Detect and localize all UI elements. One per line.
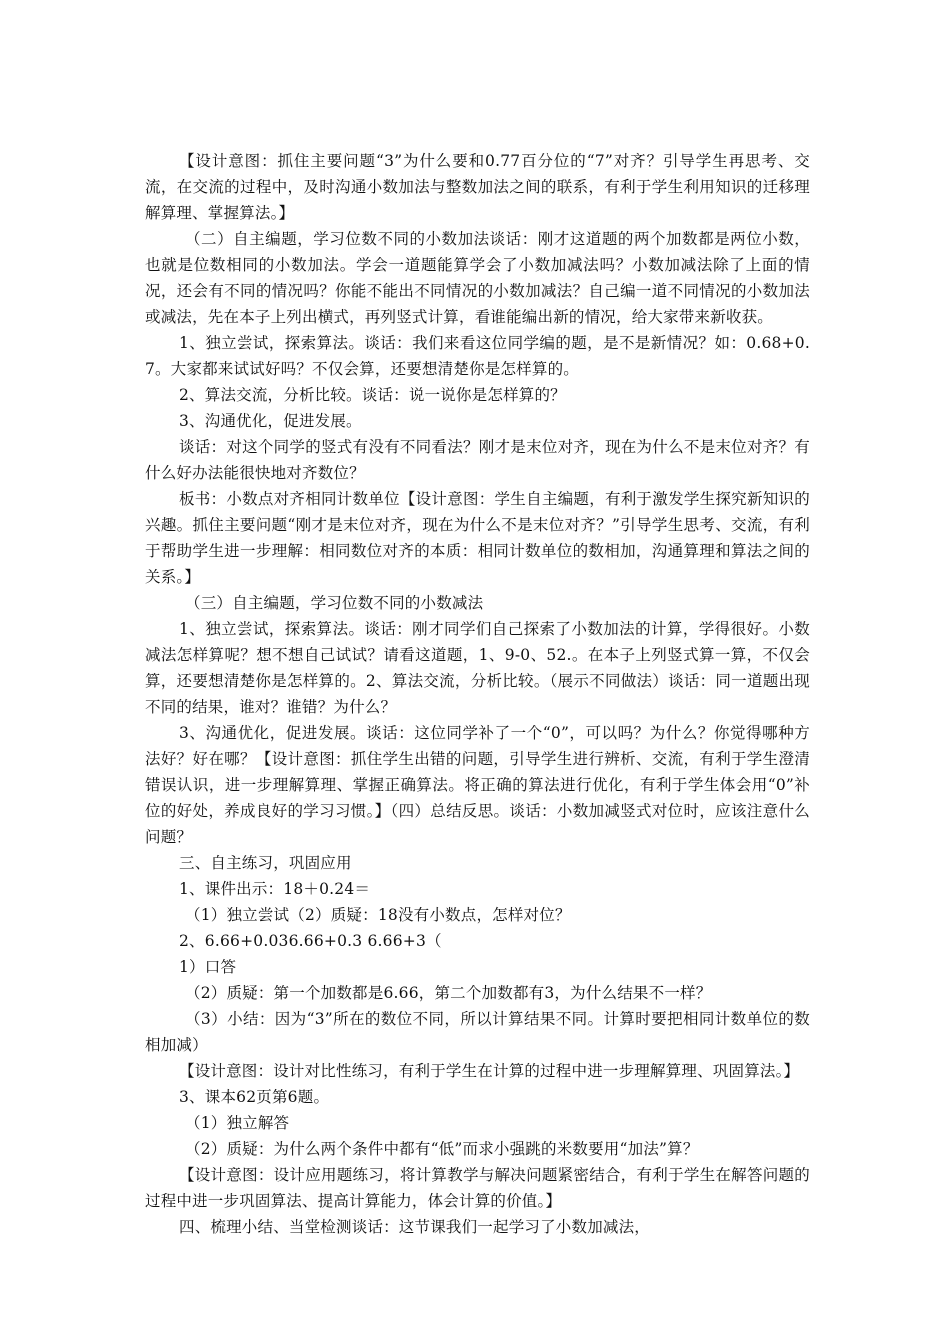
practice-heading: 三、自主练习，巩固应用 (179, 854, 352, 872)
section-3-heading: （三）自主编题，学习位数不同的小数减法 (185, 594, 484, 612)
practice-item-3-solve: （1）独立解答 (185, 1114, 290, 1132)
practice-item-2: 2、6.66+0.036.66+0.3 6.66+3（ (179, 932, 442, 950)
step-1-paragraph: 1、独立尝试，探索算法。谈话：我们来看这位同学编的题，是不是新情况？如：0.68+0.7。大家都来试试好吗？不仅会算，还要想清楚你是怎样算的。 (145, 334, 810, 378)
section-2-heading-paragraph: （二）自主编题，学习位数不同的小数加法谈话：刚才这道题的两个加数都是两位小数，也就是位数相同的小数加法。学会一道题能算学会了小数加减法吗？小数加减法除了上面的情况，还会有不同的情况吗？你能不能出不同情况的小数加减法？自己编一道不同情况的小数加法或减法，先在本子上列出横式，再列竖式计算，看谁能编出新的情况，给大家带来新收获。 (145, 230, 810, 326)
practice-item-2-oral: 1）口答 (179, 958, 237, 976)
subtraction-step-1-paragraph: 1、独立尝试，探索算法。谈话：刚才同学们自己探索了小数加法的计算，学得很好。小数减法怎样算呢？想不想自己试试？请看这道题，1、9-0、52.。在本子上列竖式算一算，不仅会算，还要想清楚你是怎样算的。2、算法交流，分析比较。（展示不同做法）谈话：同一道题出现不同的结果，谁对？谁错？为什么？ (145, 620, 810, 716)
practice-item-3-question: （2）质疑：为什么两个条件中都有“低”而求小强跳的米数要用“加法”算？ (185, 1140, 699, 1158)
summary-heading: 四、梳理小结、当堂检测谈话：这节课我们一起学习了小数加减法， (179, 1218, 651, 1236)
design-intent-paragraph-1: 【设计意图：抓住主要问题“3”为什么要和0.77百分位的“7”对齐？引导学生再思考、交流，在交流的过程中，及时沟通小数加法与整数加法之间的联系，有利于学生利用知识的迁移理解算理、掌握算法。】 (145, 152, 810, 222)
design-intent-paragraph-3: 【设计意图：设计应用题练习，将计算教学与解决问题紧密结合，有利于学生在解答问题的过程中进一步巩固算法、提高计算能力，体会计算的价值。】 (145, 1166, 810, 1210)
document-body (145, 148, 810, 1240)
subtraction-step-3-paragraph: 3、沟通优化，促进发展。谈话：这位同学补了一个“0”，可以吗？为什么？你觉得哪种方法好？好在哪？【设计意图：抓住学生出错的问题，引导学生进行辨析、交流，有利于学生澄清错误认识，进一步理解算理、掌握正确算法。将正确的算法进行优化，有利于学生体会用“0”补位的好处，养成良好的学习习惯。】（四）总结反思。谈话：小数加减竖式对位时，应该注意什么问题？ (145, 724, 810, 846)
practice-item-2-question: （2）质疑：第一个加数都是6.66，第二个加数都有3，为什么结果不一样？ (185, 984, 712, 1002)
practice-item-1-sub: （1）独立尝试（2）质疑：18没有小数点，怎样对位？ (185, 906, 571, 924)
practice-item-1: 1、课件出示：18＋0.24＝ (179, 880, 371, 898)
practice-item-2-summary: （3）小结：因为“3”所在的数位不同，所以计算结果不同。计算时要把相同计数单位的数相加减） (145, 1010, 810, 1054)
blackboard-paragraph: 板书：小数点对齐相同计数单位【设计意图：学生自主编题，有利于激发学生探究新知识的兴趣。抓住主要问题“刚才是末位对齐，现在为什么不是末位对齐？”引导学生思考、交流，有利于帮助学生进一步理解：相同数位对齐的本质：相同计数单位的数相加，沟通算理和算法之间的关系。】 (145, 490, 810, 586)
step-2-paragraph: 2、算法交流，分析比较。谈话：说一说你是怎样算的？ (179, 386, 566, 404)
design-intent-paragraph-2: 【设计意图：设计对比性练习，有利于学生在计算的过程中进一步理解算理、巩固算法。】 (179, 1062, 800, 1080)
practice-item-3: 3、课本62页第6题。 (179, 1088, 330, 1106)
dialogue-paragraph: 谈话：对这个同学的竖式有没有不同看法？刚才是末位对齐，现在为什么不是末位对齐？有什么好办法能很快地对齐数位？ (145, 438, 810, 482)
step-3-paragraph: 3、沟通优化，促进发展。 (179, 412, 362, 430)
